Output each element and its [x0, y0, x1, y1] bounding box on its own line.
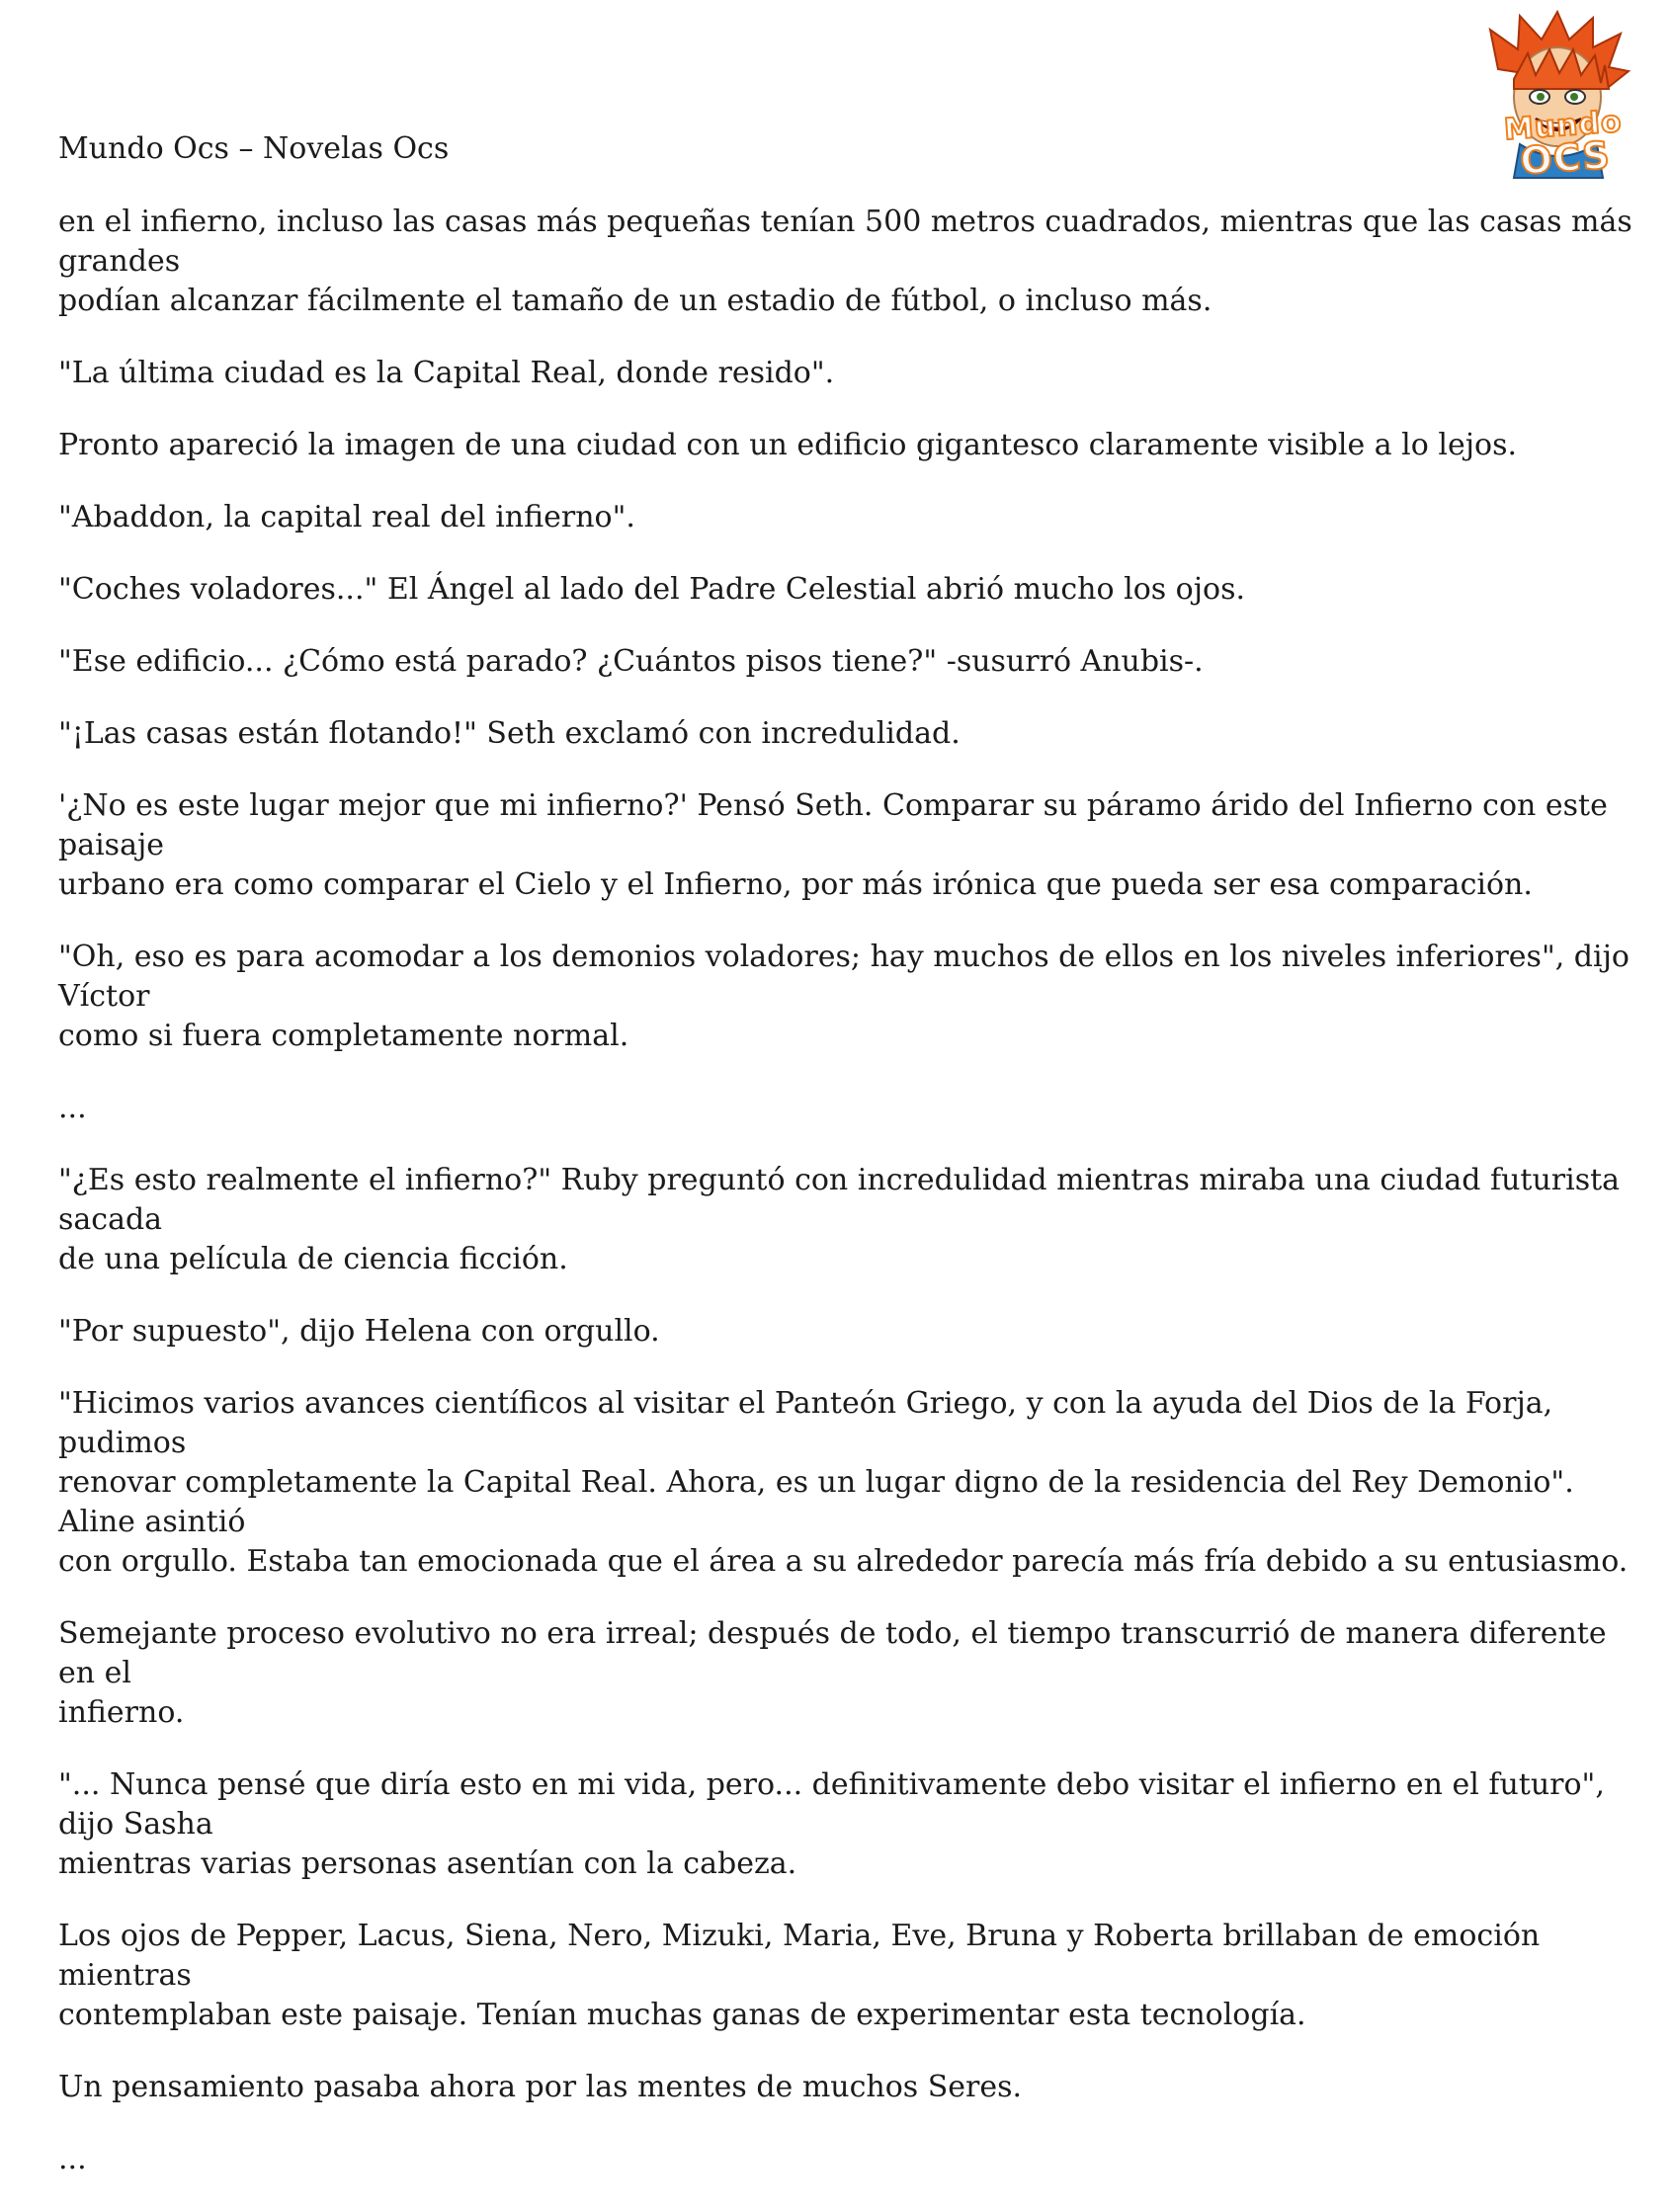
paragraph: "Hicimos varios avances científicos al visitar el Panteón Griego, y con la ayuda del Dios de la Forja, pudimos renovar completamente la Capital Real. Ahora, es un lugar digno de la residencia del Rey Demonio". Aline asintió con orgullo. Estaba tan emocionada que el área a su alrededor parecía más fría debido a su entusiasmo.: [58, 1386, 1629, 1579]
paragraph: '¿No es este lugar mejor que mi infierno?' Pensó Seth. Comparar su páramo árido del Infierno con este paisaje urbano era como comparar el Cielo y el Infierno, por más irónica que pueda ser esa comparación.: [58, 788, 1608, 902]
paragraph: "Ese edificio... ¿Cómo está parado? ¿Cuántos pisos tiene?" -susurró Anubis-.: [58, 644, 1204, 679]
paragraph: en el infierno, incluso las casas más pequeñas tenían 500 metros cuadrados, mientras que las casas más grandes podían alcanzar fácilmente el tamaño de un estadio de fútbol, o incluso más.: [58, 205, 1632, 318]
logo-wordmark-line2: OCS: [1518, 132, 1613, 184]
paragraph: "Abaddon, la capital real del infierno".: [58, 500, 635, 534]
paragraph: Un pensamiento pasaba ahora por las mentes de muchos Seres.: [58, 2070, 1023, 2104]
paragraph: "... Nunca pensé que diría esto en mi vida, pero... definitivamente debo visitar el infierno en el futuro", dijo Sasha mientras varias personas asentían con la cabeza.: [58, 1767, 1605, 1881]
logo-wordmark: [1488, 104, 1640, 184]
paragraph: "La última ciudad es la Capital Real, donde resido".: [58, 356, 835, 390]
paragraph: Semejante proceso evolutivo no era irreal; después de todo, el tiempo transcurrió de manera diferente en el infierno.: [58, 1616, 1607, 1730]
mundo-ocs-logo: [1470, 10, 1648, 183]
paragraph: Los ojos de Pepper, Lacus, Siena, Nero, Mizuki, Maria, Eve, Bruna y Roberta brillaban de emoción mientras contemplaban este paisaje. Tenían muchas ganas de experimentar esta tecnología.: [58, 1919, 1541, 2032]
scene-break: ...: [58, 1091, 87, 1125]
paragraph: "¡Las casas están flotando!" Seth exclamó con incredulidad.: [58, 716, 961, 751]
document-body: [58, 203, 1639, 2212]
logo-wordmark-line1: Mundo: [1502, 104, 1624, 148]
paragraph: "Coches voladores..." El Ángel al lado del Padre Celestial abrió mucho los ojos.: [58, 572, 1246, 607]
scene-break: ...: [58, 2142, 87, 2176]
paragraph: "Por supuesto", dijo Helena con orgullo.: [58, 1314, 660, 1349]
paragraph: "¿Es esto realmente el infierno?" Ruby preguntó con incredulidad mientras miraba una ciudad futurista sacada de una película de ciencia ficción.: [58, 1163, 1621, 1276]
paragraph: "Oh, eso es para acomodar a los demonios voladores; hay muchos de ellos en los niveles inferiores", dijo Víctor como si fuera completamente normal.: [58, 940, 1630, 1053]
paragraph: Pronto apareció la imagen de una ciudad con un edificio gigantesco claramente visible a lo lejos.: [58, 428, 1518, 462]
page-header: Mundo Ocs – Novelas Ocs: [58, 131, 450, 166]
